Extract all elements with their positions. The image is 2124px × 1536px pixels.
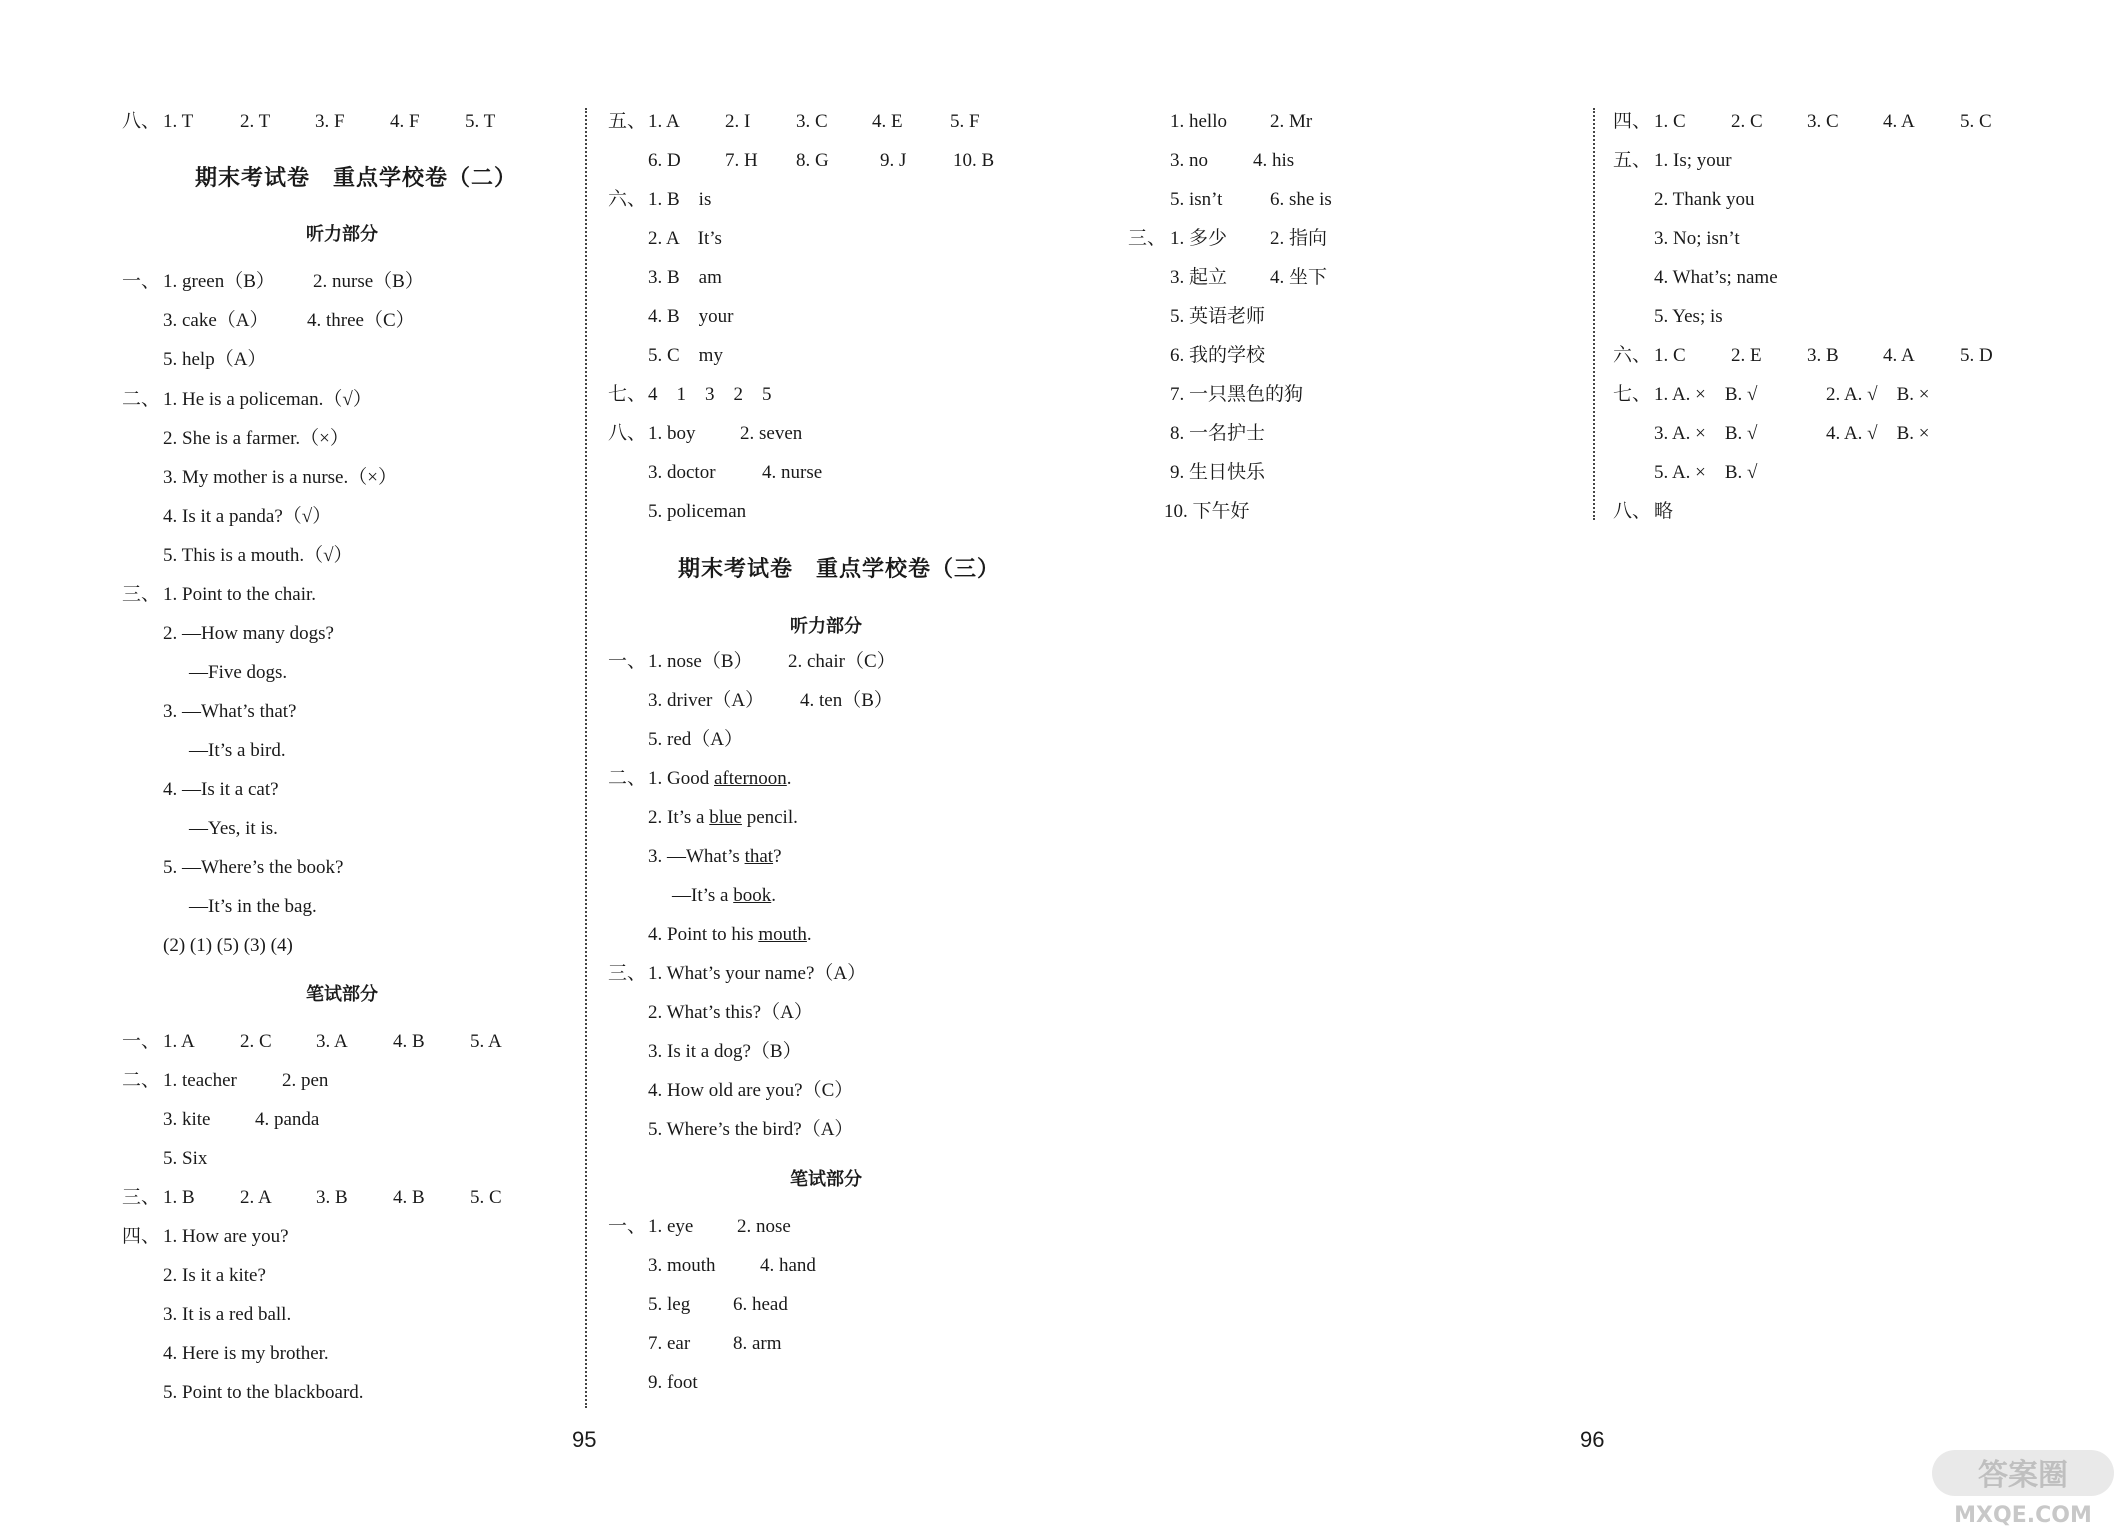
answer: 4. nurse bbox=[762, 462, 823, 483]
answer: —It’s a bird. bbox=[189, 740, 286, 761]
answer: 3. My mother is a nurse.（×） bbox=[163, 467, 397, 488]
answer: 6. head bbox=[733, 1294, 788, 1315]
answer: 3. F bbox=[315, 111, 345, 132]
answer: 1. hello bbox=[1170, 111, 1227, 132]
section-prefix: 五、 bbox=[1613, 150, 1652, 171]
answer: 2. C bbox=[240, 1031, 272, 1052]
section-prefix: 二、 bbox=[122, 389, 161, 410]
answer: 4. Point to his mouth. bbox=[648, 924, 812, 945]
answer: 4. —Is it a cat? bbox=[163, 779, 279, 800]
answer: 3. It is a red ball. bbox=[163, 1304, 292, 1325]
answer: 4. F bbox=[390, 111, 420, 132]
answer: 3. kite bbox=[163, 1109, 211, 1130]
answer: 3. doctor bbox=[648, 462, 716, 483]
section-prefix: 六、 bbox=[608, 189, 647, 210]
answer: 1. C bbox=[1654, 345, 1686, 366]
answer: 2. It’s a blue pencil. bbox=[648, 807, 798, 828]
section-prefix: 三、 bbox=[608, 963, 647, 984]
watermark-logo bbox=[1928, 1444, 2118, 1530]
answer: 3. cake（A） bbox=[163, 310, 269, 331]
answer: 7. 一只黑色的狗 bbox=[1170, 384, 1304, 405]
answer: 3. —What’s that? bbox=[163, 701, 297, 722]
section-prefix: 七、 bbox=[1613, 384, 1652, 405]
section-prefix: 一、 bbox=[608, 651, 647, 672]
answer: 5. Where’s the bird?（A） bbox=[648, 1119, 854, 1140]
answer: 4. panda bbox=[255, 1109, 320, 1130]
answer: —It’s a book. bbox=[672, 885, 776, 906]
answer: 9. foot bbox=[648, 1372, 698, 1393]
answer: 5. C bbox=[1960, 111, 1992, 132]
answer: 5. Yes; is bbox=[1654, 306, 1723, 327]
section-prefix: 六、 bbox=[1613, 345, 1652, 366]
answer: 2. Thank you bbox=[1654, 189, 1755, 210]
answer: 4. How old are you?（C） bbox=[648, 1080, 854, 1101]
answer: 略 bbox=[1654, 501, 1674, 522]
answer: 4. three（C） bbox=[307, 310, 415, 331]
answer: 3. B bbox=[1807, 345, 1839, 366]
answer: 1. B bbox=[163, 1187, 195, 1208]
answer: 4. 坐下 bbox=[1270, 267, 1328, 288]
answer: 9. J bbox=[880, 150, 907, 171]
answer: 3. —What’s that? bbox=[648, 846, 782, 867]
answer: 2. T bbox=[240, 111, 271, 132]
answer: 3. driver（A） bbox=[648, 690, 765, 711]
answer: 5. Six bbox=[163, 1148, 208, 1169]
section-prefix: 八、 bbox=[122, 111, 161, 132]
answer: 2. chair（C） bbox=[788, 651, 896, 672]
answer: 5. A bbox=[470, 1031, 502, 1052]
answer: 1. nose（B） bbox=[648, 651, 753, 672]
answer: 4. Here is my brother. bbox=[163, 1343, 329, 1364]
answer: 3. No; isn’t bbox=[1654, 228, 1740, 249]
answer: 9. 生日快乐 bbox=[1170, 462, 1266, 483]
answer: 2. She is a farmer.（×） bbox=[163, 428, 349, 449]
answer: 2. C bbox=[1731, 111, 1763, 132]
answer: 1. B is bbox=[648, 189, 712, 210]
answer: 3. C bbox=[796, 111, 828, 132]
section-prefix: 一、 bbox=[608, 1216, 647, 1237]
page-number-right: 96 bbox=[1580, 1427, 1605, 1452]
answer: 3. no bbox=[1170, 150, 1208, 171]
answer: 3. mouth bbox=[648, 1255, 716, 1276]
section-prefix: 八、 bbox=[608, 423, 647, 444]
answer: 2. Is it a kite? bbox=[163, 1265, 266, 1286]
section-prefix: 四、 bbox=[1613, 111, 1652, 132]
answer: 5. C bbox=[470, 1187, 502, 1208]
answer: 8. arm bbox=[733, 1333, 782, 1354]
watermark-bottom-text: MXQE.COM bbox=[1954, 1503, 2092, 1528]
answer: 1. 多少 bbox=[1170, 228, 1228, 249]
section-prefix: 三、 bbox=[122, 584, 161, 605]
answer: 3. B bbox=[316, 1187, 348, 1208]
answer: 4. his bbox=[1253, 150, 1295, 171]
section-prefix: 二、 bbox=[122, 1070, 161, 1091]
answer: 5. T bbox=[465, 111, 496, 132]
answer: 10. B bbox=[953, 150, 995, 171]
section-prefix: 一、 bbox=[122, 1031, 161, 1052]
answer: 10. 下午好 bbox=[1164, 501, 1250, 522]
answer: 1. boy bbox=[648, 423, 696, 444]
answer: 4. What’s; name bbox=[1654, 267, 1778, 288]
answer: 7. H bbox=[725, 150, 758, 171]
answer: 6. she is bbox=[1270, 189, 1332, 210]
section-prefix: 四、 bbox=[122, 1226, 161, 1247]
answer: —Five dogs. bbox=[189, 662, 288, 683]
answer: 3. B am bbox=[648, 267, 722, 288]
answer: 2. nurse（B） bbox=[313, 271, 424, 292]
answer: 1. Good afternoon. bbox=[648, 768, 792, 789]
answer: 5. Point to the blackboard. bbox=[163, 1382, 364, 1403]
answer: 1. A bbox=[163, 1031, 195, 1052]
answer: 8. 一名护士 bbox=[1170, 423, 1266, 444]
answer: —Yes, it is. bbox=[189, 818, 278, 839]
written-heading: 笔试部分 bbox=[306, 984, 378, 1005]
section-prefix: 三、 bbox=[1128, 228, 1167, 249]
answer: 3. Is it a dog?（B） bbox=[648, 1041, 802, 1062]
answer: 4. E bbox=[872, 111, 903, 132]
answer: 2. What’s this?（A） bbox=[648, 1002, 813, 1023]
column-divider bbox=[1593, 108, 1595, 520]
answer: 4. A. √ B. × bbox=[1826, 423, 1930, 444]
answer: 5. D bbox=[1960, 345, 1993, 366]
section-prefix: 一、 bbox=[122, 271, 161, 292]
answer: 4 1 3 2 5 bbox=[648, 384, 772, 405]
answer: 1. Point to the chair. bbox=[163, 584, 317, 605]
watermark-top-text: 答案圈 bbox=[1978, 1458, 2068, 1493]
answer: 2. 指向 bbox=[1270, 228, 1328, 249]
answer: 5. isn’t bbox=[1170, 189, 1223, 210]
answer: 1. A. × B. √ bbox=[1654, 384, 1758, 405]
section-prefix: 二、 bbox=[608, 768, 647, 789]
answer: 6. 我的学校 bbox=[1170, 345, 1266, 366]
answer: 2. A. √ B. × bbox=[1826, 384, 1930, 405]
answer: 5. This is a mouth.（√） bbox=[163, 545, 353, 566]
answer: 5. C my bbox=[648, 345, 723, 366]
written-heading: 笔试部分 bbox=[790, 1169, 862, 1190]
answer: —It’s in the bag. bbox=[189, 896, 317, 917]
answer: 1. How are you? bbox=[163, 1226, 289, 1247]
answer: 4. A bbox=[1883, 345, 1915, 366]
answer: 5. red（A） bbox=[648, 729, 743, 750]
answer: 3. 起立 bbox=[1170, 267, 1228, 288]
answer: 1. Is; your bbox=[1654, 150, 1732, 171]
listening-heading: 听力部分 bbox=[790, 616, 862, 637]
answer: (2) (1) (5) (3) (4) bbox=[163, 935, 293, 956]
answer: 1. eye bbox=[648, 1216, 694, 1237]
answer: 5. help（A） bbox=[163, 349, 267, 370]
answer: 4. B your bbox=[648, 306, 734, 327]
page-number-left: 95 bbox=[572, 1427, 597, 1452]
answer: 5. policeman bbox=[648, 501, 747, 522]
answer: 1. green（B） bbox=[163, 271, 275, 292]
answer: 2. I bbox=[725, 111, 751, 132]
answer: 2. E bbox=[1731, 345, 1762, 366]
answer: 2. A It’s bbox=[648, 228, 722, 249]
answer: 2. seven bbox=[740, 423, 803, 444]
answer: 2. nose bbox=[737, 1216, 791, 1237]
answer: 4. Is it a panda?（√） bbox=[163, 506, 332, 527]
answer: 2. —How many dogs? bbox=[163, 623, 334, 644]
section-prefix: 五、 bbox=[608, 111, 647, 132]
answer: 4. B bbox=[393, 1187, 425, 1208]
answer: 1. A bbox=[648, 111, 680, 132]
answer: 2. pen bbox=[282, 1070, 329, 1091]
answer: 4. A bbox=[1883, 111, 1915, 132]
answer: 2. Mr bbox=[1270, 111, 1313, 132]
answer: 1. C bbox=[1654, 111, 1686, 132]
answer: 3. C bbox=[1807, 111, 1839, 132]
answer: 5. F bbox=[950, 111, 980, 132]
answer: 1. T bbox=[163, 111, 194, 132]
answer: 7. ear bbox=[648, 1333, 691, 1354]
answer: 4. ten（B） bbox=[800, 690, 893, 711]
answer: 1. He is a policeman.（√） bbox=[163, 389, 372, 410]
section-prefix: 三、 bbox=[122, 1187, 161, 1208]
answer: 2. A bbox=[240, 1187, 272, 1208]
answer: 5. leg bbox=[648, 1294, 691, 1315]
answer: 5. A. × B. √ bbox=[1654, 462, 1758, 483]
section-prefix: 七、 bbox=[608, 384, 647, 405]
section-prefix: 八、 bbox=[1613, 501, 1652, 522]
answer: 8. G bbox=[796, 150, 829, 171]
answer: 3. A bbox=[316, 1031, 348, 1052]
answer: 6. D bbox=[648, 150, 681, 171]
answer: 5. 英语老师 bbox=[1170, 306, 1266, 327]
answer: 1. teacher bbox=[163, 1070, 237, 1091]
answer: 1. What’s your name?（A） bbox=[648, 963, 867, 984]
exam-title: 期末考试卷 重点学校卷（三） bbox=[678, 557, 1001, 582]
exam-title: 期末考试卷 重点学校卷（二） bbox=[195, 166, 518, 191]
answer: 4. B bbox=[393, 1031, 425, 1052]
answer: 3. A. × B. √ bbox=[1654, 423, 1758, 444]
answer: 5. —Where’s the book? bbox=[163, 857, 344, 878]
listening-heading: 听力部分 bbox=[306, 224, 378, 245]
answer: 4. hand bbox=[760, 1255, 816, 1276]
column-divider bbox=[585, 108, 587, 1408]
